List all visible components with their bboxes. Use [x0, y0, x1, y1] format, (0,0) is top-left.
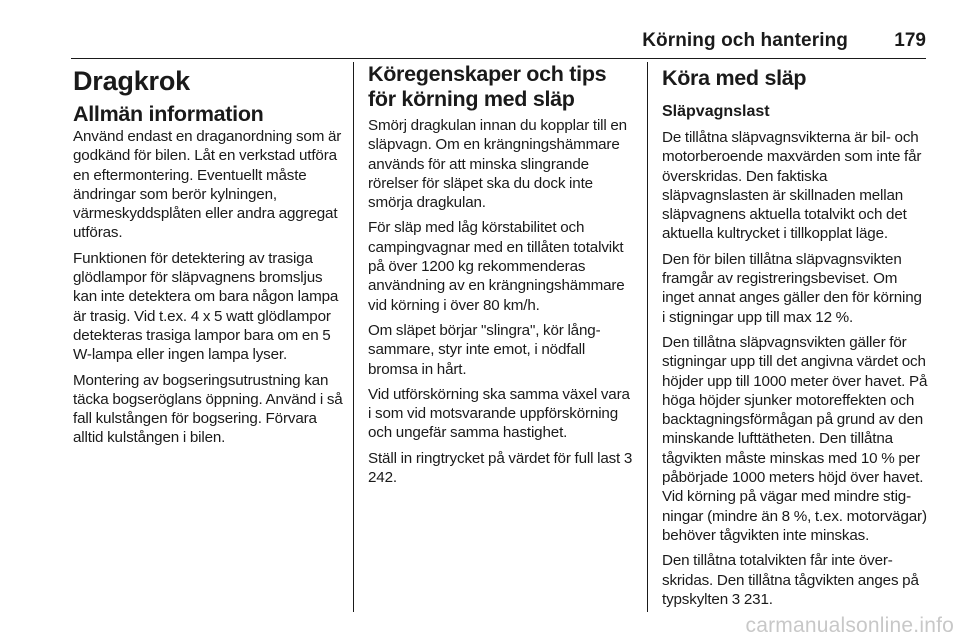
- subsection-title-driving-tips: Köregenskaper och tips för körning med släp: [368, 62, 607, 111]
- column-divider-1: [353, 62, 354, 612]
- paragraph: De tillåtna släpvagnsvikterna är bil- och motorberoende maxvärden som inte får överskridas. Den faktiska släpvagnslasten är skillnaden mellan släpvagnens aktuella totalvikt och det aktuella kultrycket i tillkopplat läge.: [662, 129, 922, 243]
- paragraph: Vid utförskörning ska samma växel vara i som vid motsvarande uppförskörning och ungefär samma hastighet.: [368, 385, 630, 442]
- paragraph: Smörj dragkulan innan du kopplar till en släpvagn. Om en krängningshämmare används för att minska slingrande rörelser för släpet ska du dock inte smörja dragkulan.: [368, 117, 627, 212]
- column-1: [73, 62, 345, 618]
- paragraph: Den tillåtna totalvikten får inte överskridas. Den tillåtna tågvikten anges på typskylten 3 231.: [662, 552, 919, 608]
- page-number: 179: [894, 30, 926, 51]
- paragraph: För släp med låg körstabilitet och campingvagnar med en tillåten totalvikt på över 1200 kg rekommenderas användning av en krängningshämmare vid körning i över 80 km/h.: [368, 219, 625, 314]
- section-title-dragkrok: Dragkrok: [73, 66, 190, 96]
- column-divider-2: [647, 62, 648, 612]
- paragraph: Funktionen för detektering av trasiga glödlampor för släpvagnens bromsljus kan inte detektera om bara någon lampa är trasig. Vid t.ex. 4 x 5 watt glödlampor detekteras trasiga lampor bara om en 5 W-lampa eller ingen lampa lyser.: [73, 249, 339, 364]
- column-2: [368, 62, 633, 618]
- header-rule: [71, 58, 926, 59]
- running-header-title: Körning och hantering: [642, 30, 848, 51]
- watermark-text: carmanualsonline.info: [745, 614, 954, 637]
- paragraph: Använd endast en draganordning som är godkänd för bilen. Låt en verkstad utföra en eftermontering. Eventuellt måste ändringar som berör kylningen, värmeskyddsplåten eller andra aggregat utföras.: [73, 128, 342, 242]
- paragraph: Montering av bogseringsutrustning kan täcka bogseröglans öppning. Använd i så fall kulstången för bogsering. Förvara alltid kulstången i bilen.: [73, 371, 343, 447]
- paragraph: Den för bilen tillåtna släpvagnsvikten framgår av registreringsbeviset. Om inget annat anges gäller den för körning i stigningar upp till max 12 %.: [662, 250, 922, 326]
- page-header: [0, 0, 960, 58]
- column-3: [662, 62, 928, 618]
- paragraph: Om släpet börjar "slingra", kör långsammare, styr inte emot, i nödfall bromsa in hårt.: [368, 321, 601, 378]
- subsection-title-general: Allmän information: [73, 102, 264, 126]
- subsection-title-towing: Köra med släp: [662, 66, 807, 90]
- subheading-trailer-load: Släpvagnslast: [662, 103, 770, 120]
- paragraph: Ställ in ringtrycket på värdet för full last 3 242.: [368, 449, 633, 487]
- paragraph: Den tillåtna släpvagnsvikten gäller för stigningar upp till det angivna värdet och höjder upp till 1000 meter över havet. På höga höjder sjunker motoreffekten och backtagningsförmågan på grund av den minskande lufttätheten. Den tillåtna tågvikten måste minskas med 10 % per påbörjade 1000 meters höjd över havet. Vid körning på vägar med mindre stigningar (mindre än 8 %, t.ex. motorvägar) behöver tågvikten inte minskas.: [662, 333, 928, 544]
